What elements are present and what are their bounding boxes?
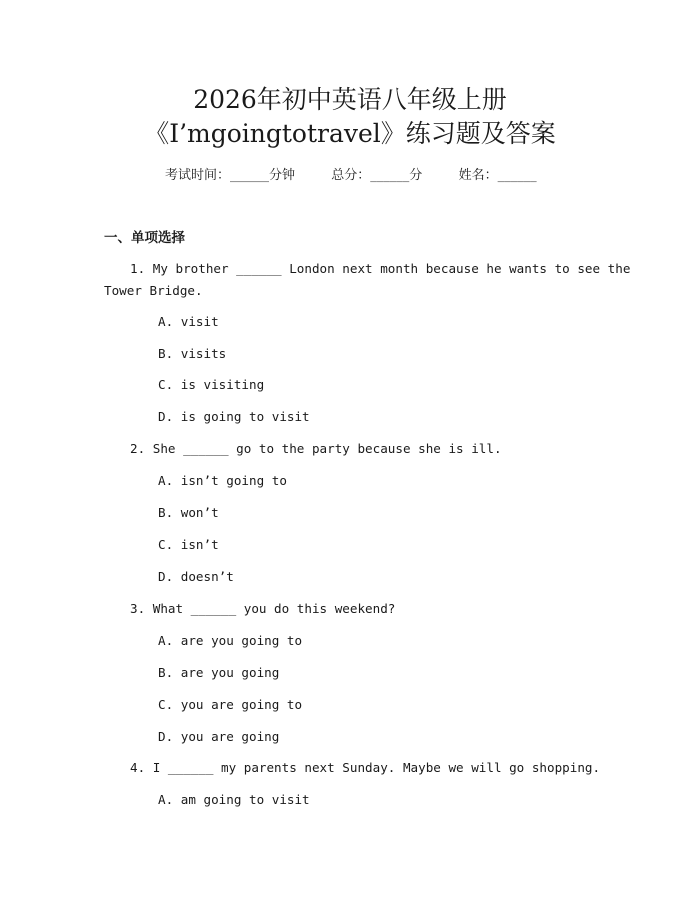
exam-time-field: 考试时间：______分钟 [165,168,296,183]
question-3-option-c: C. you are going to [158,697,303,712]
question-1-option-a: A. visit [158,314,219,329]
question-3-stem: 3. What ______ you do this weekend? [130,601,396,616]
page-title: 2026年初中英语八年级上册 [193,85,507,114]
question-3-option-b: B. are you going [158,665,280,680]
section-heading: 一、单项选择 [104,230,185,246]
question-1-option-b: B. visits [158,346,227,361]
question-1-stem: 1. My brother ______ London next month because he wants to see the [130,261,631,276]
question-2-option-d: D. doesn’t [158,569,234,584]
question-3-option-a: A. are you going to [158,633,303,648]
question-1-stem-continued: Tower Bridge. [104,283,203,298]
total-score-field: 总分：______分 [331,168,423,183]
question-3-option-d: D. you are going [158,729,280,744]
question-2-option-a: A. isn’t going to [158,473,287,488]
page-subtitle: 《I’mgoingtotravel》练习题及答案 [144,119,556,148]
question-1-option-c: C. is visiting [158,377,265,392]
student-name-field: 姓名：______ [458,168,537,183]
question-4-option-a: A. am going to visit [158,792,310,807]
question-2-stem: 2. She ______ go to the party because she is ill. [130,441,502,456]
question-1-option-d: D. is going to visit [158,409,310,424]
question-2-option-c: C. isn’t [158,537,219,552]
question-2-option-b: B. won’t [158,505,219,520]
question-4-stem: 4. I ______ my parents next Sunday. Maybe we will go shopping. [130,760,601,775]
exam-meta [165,166,537,186]
